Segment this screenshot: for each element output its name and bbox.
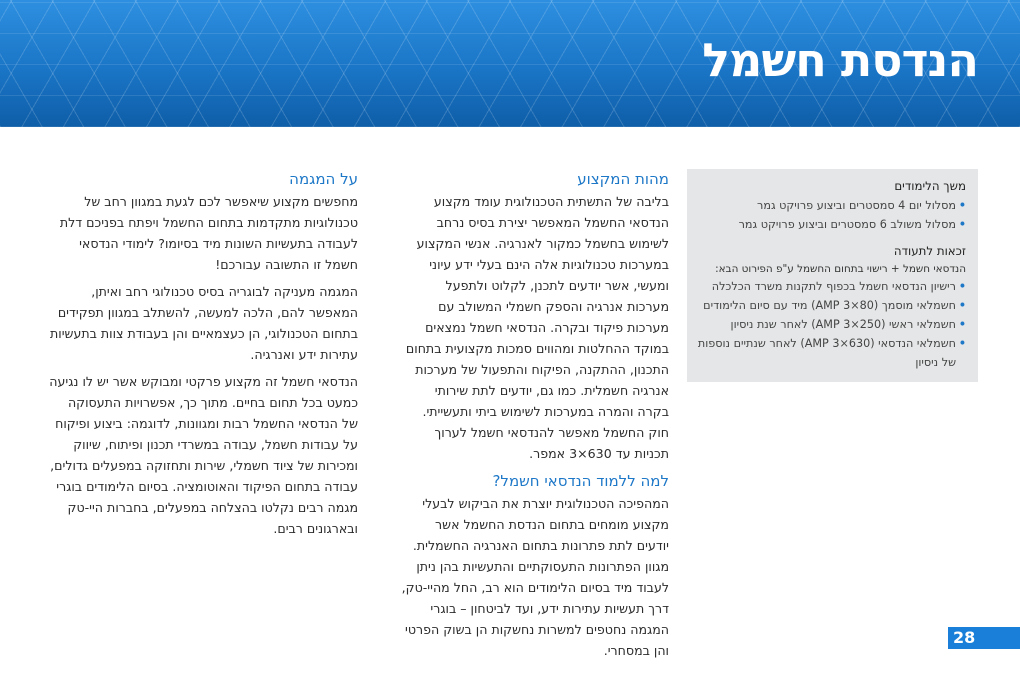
info-box <box>687 169 978 382</box>
certificate-intro: הנדסאי חשמל + רישוי בתחום החשמל ע"פ הפירוט הבא: <box>715 263 966 275</box>
list-item: • מסלול משולב 6 סמסטרים וביצוע פרויקט גמר <box>697 215 966 234</box>
list-item: • חשמלאי מוסמך (80×3 AMP) מיד עם סיום הלימודים <box>697 296 966 315</box>
section-heading-why-study: למה ללמוד הנדסאי חשמל? <box>492 472 669 490</box>
bullet-icon: • <box>958 199 966 212</box>
certificate-list <box>697 277 966 372</box>
divider <box>697 234 966 242</box>
middle-column <box>400 168 669 667</box>
bullet-icon: • <box>958 218 966 231</box>
list-item: • חשמלאי ראשי (250×3 AMP) לאחר שנת ניסיון <box>697 315 966 334</box>
page-title: הנדסת חשמל <box>702 33 978 87</box>
paragraph: המהפיכה הטכנולוגית יוצרת את הביקוש לבעלי מקצוע מומחים בתחום הנדסת החשמל אשר יודעים לתת פתרונות בתחום האנרגיה החשמלית. מגוון הפתרונות התעסוקתיים והתעשיות בהן ניתן לעבוד מיד בסיום הלימודים הוא רב, החל מהיי-טק, דרך תעשיות עתירות ידע, ועד לביטחון – בוגרי המגמה נחטפים למשרות נחשקות הן בשוק הפרטי והן במסחרי. <box>401 496 669 658</box>
bullet-icon: • <box>958 280 966 293</box>
list-item: • רישיון הנדסאי חשמל בכפוף לתקנות משרד הכלכלה <box>697 277 966 296</box>
list-item: • חשמלאי הנדסאי (630×3 AMP) לאחר שנתיים נוספות של ניסיון <box>697 334 966 372</box>
page-number: 28 <box>948 627 1020 649</box>
bullet-icon: • <box>958 299 966 312</box>
section-heading-profession: מהות המקצוע <box>577 170 669 188</box>
certificate-title: זכאות לתעודה <box>893 244 966 258</box>
paragraph: הנדסאי חשמל זה מקצוע פרקטי ומבוקש אשר יש לו נגיעה כמעט בכל תחום בחיים. מתוך כך, אפשרויות התעסוקה של הנדסאי החשמל רבות ומגוונות, לדוגמה: ביצוע ופיקוח על עבודות חשמל, עבודה במשרדי תכנון ופיתוח, שיווק ומכירות של ציוד חשמלי, שירות ותחזוקה במפעלים גדולים, עבודה בתחום הפיקוד והאוטומציה. בסיום הלימודים בוגרי מגמה רבים נקלטו בהצלחה במפעלים, בחברות היי-טק ובארגונים רבים. <box>49 374 358 536</box>
bullet-icon: • <box>958 337 966 350</box>
header-banner <box>0 0 1020 127</box>
paragraph: המגמה מעניקה לבוגריה בסיס טכנולוגי רחב ואיתן, המאפשר להם, הלכה למעשה, להשתלב במגוון תפקידים בתחום הטכנולוגי, הן כעצמאיים והן בעבודת צוות בתעשיות עתירות ידע ואנרגיה. <box>50 284 358 362</box>
section-heading-about: על המגמה <box>289 170 358 188</box>
left-column <box>48 168 358 545</box>
duration-list <box>697 196 966 234</box>
paragraph: בליבה של התשתית הטכנולוגית עומד מקצוע הנדסאי החשמל המאפשר יצירת בסיס נרחב לשימוש בחשמל כמקור לאנרגיה. אנשי המקצוע במערכות טכנולוגיות אלה הינם בעלי ידע עיוני ומעשי, אשר יודעים לתכנן, לקלוט ולתפעל מערכות אנרגיה והספק חשמלי המשולב עם מערכות פיקוד ובקרה. הנדסאי חשמל נמצאים במוקד ההחלטות ומהווים סמכות מקצועית בתחום התכנון, ההתקנה, הפיקוח והתפעול של מערכות אנרגיה חשמלית. כמו גם, יודעים לתת שירותי בקרה והמרה במערכות לשימוש ביתי ותעשייתי. חוק החשמל מאפשר להנדסאי חשמל לערוך תכניות עד 630×3 אמפר. <box>405 194 669 461</box>
paragraph: מחפשים מקצוע שיאפשר לכם לגעת במגוון רחב של טכנולוגיות מתקדמות בתחום החשמל ויפתח בפניכם דלת לעבודה בתעשיות השונות מיד בסיומו? לימודי הנדסאי חשמל זו התשובה עבורכם! <box>59 194 358 272</box>
list-item: • מסלול יום 4 סמסטרים וביצוע פרויקט גמר <box>697 196 966 215</box>
bullet-icon: • <box>958 318 966 331</box>
duration-title: משך הלימודים <box>894 179 966 193</box>
